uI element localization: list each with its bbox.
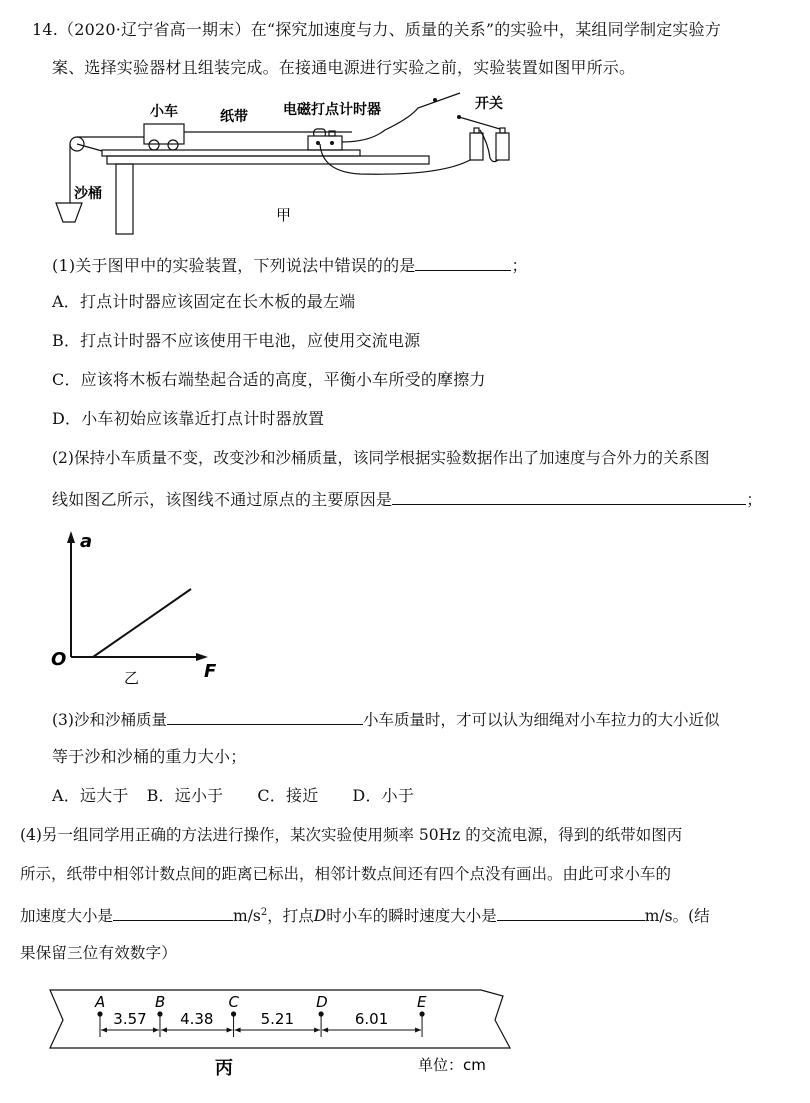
part4-accel-blank[interactable] bbox=[113, 904, 233, 921]
part1-option-b bbox=[52, 331, 420, 351]
part3-line-1 bbox=[52, 708, 719, 730]
part4-text-end: 。(结 bbox=[672, 907, 710, 925]
graph-line bbox=[93, 589, 191, 657]
distance-label: 4.38 bbox=[180, 1010, 214, 1028]
part3-answer-blank[interactable] bbox=[167, 708, 363, 725]
question-line-1 bbox=[32, 20, 721, 40]
part4-text: ，打点 bbox=[267, 907, 314, 925]
unit-label: 单位：cm bbox=[418, 1056, 486, 1074]
battery-2 bbox=[496, 133, 509, 160]
part3-option-a bbox=[52, 786, 129, 805]
arrow-head-left bbox=[101, 1028, 107, 1033]
part4-line-3 bbox=[20, 904, 710, 926]
part4-line-1: (4)另一组同学用正确的方法进行操作，某次实验使用频率 50Hz 的交流电源，得到的纸带如图丙 bbox=[20, 826, 683, 844]
cart-wheel bbox=[168, 140, 178, 150]
part3-option-c bbox=[257, 786, 318, 805]
part4-line-2: 所示，纸带中相邻计数点间的距离已标出，相邻计数点间还有四个点没有画出。由此可求小车的 bbox=[20, 865, 672, 883]
part1-prompt-line bbox=[52, 254, 528, 276]
board-bottom bbox=[107, 156, 429, 164]
cart-wheel bbox=[149, 140, 159, 150]
part2-end: ； bbox=[746, 490, 763, 509]
arrow-head-right bbox=[227, 1028, 233, 1033]
terminal-dot bbox=[316, 141, 320, 145]
figure-jia bbox=[40, 88, 540, 236]
y-axis-label: a bbox=[80, 531, 93, 552]
part2-line-2 bbox=[52, 488, 762, 510]
point-label-e: E bbox=[417, 993, 427, 1011]
point-label-b: B bbox=[154, 993, 166, 1011]
option-text: 小于 bbox=[381, 786, 415, 805]
cart bbox=[144, 124, 184, 144]
option-text: 小车初始应该靠近打点计时器放置 bbox=[81, 409, 325, 428]
option-text: 远大于 bbox=[79, 786, 129, 805]
figure-bing bbox=[40, 980, 520, 1095]
timer-box bbox=[308, 136, 342, 150]
distance-label: 5.21 bbox=[260, 1010, 295, 1028]
origin-label: O bbox=[51, 649, 67, 670]
option-letter: A． bbox=[52, 292, 80, 311]
figure-caption-yi: 乙 bbox=[124, 669, 140, 687]
distance-label: 6.01 bbox=[354, 1010, 389, 1028]
option-text: 应该将木板右端垫起合适的高度，平衡小车所受的摩擦力 bbox=[80, 370, 486, 389]
switch-lever bbox=[459, 117, 500, 129]
label-tape: 纸带 bbox=[220, 109, 248, 125]
option-letter: B． bbox=[52, 331, 81, 350]
arrow-head-right bbox=[153, 1028, 159, 1033]
part1-end: ； bbox=[511, 256, 528, 275]
battery-terminal bbox=[474, 128, 479, 133]
label-cart: 小车 bbox=[150, 104, 178, 120]
distance-label: 3.57 bbox=[113, 1010, 147, 1028]
part4-velocity-blank[interactable] bbox=[497, 904, 645, 921]
question-intro-1: 在“探究加速度与力、质量的关系”的实验中，某组同学制定实验方 bbox=[250, 20, 722, 39]
option-letter: C． bbox=[52, 370, 81, 389]
x-axis-arrow bbox=[196, 653, 208, 661]
option-letter: A． bbox=[52, 786, 80, 805]
point-label-a: A bbox=[95, 993, 106, 1011]
label-switch: 开关 bbox=[475, 96, 503, 112]
arrow-head-left bbox=[161, 1028, 167, 1033]
part2-answer-blank[interactable] bbox=[392, 488, 746, 505]
question-intro-2: 案、选择实验器材且组装完成。在接通电源进行实验之前，实验装置如图甲所示。 bbox=[52, 58, 636, 77]
unit-velocity: m/s bbox=[644, 907, 673, 925]
a-f-graph bbox=[48, 525, 238, 690]
part3-option-b bbox=[147, 786, 224, 805]
part1-option-c bbox=[52, 370, 486, 390]
point-label-c: C bbox=[228, 993, 240, 1011]
arrow-head-right bbox=[314, 1028, 320, 1033]
battery-terminal bbox=[500, 128, 505, 133]
arrow-head-right bbox=[415, 1028, 421, 1033]
option-text: 打点计时器不应该使用干电池，应使用交流电源 bbox=[80, 331, 421, 350]
option-letter: D． bbox=[52, 409, 82, 428]
part4-velocity-prompt: 时小车的瞬时速度大小是 bbox=[326, 907, 497, 925]
figure-caption-bing: 丙 bbox=[215, 1058, 233, 1079]
part1-prompt: (1)关于图甲中的实验装置，下列说法中错误的的是 bbox=[52, 256, 416, 275]
figure-caption-jia: 甲 bbox=[276, 206, 292, 224]
point-label-d: D bbox=[316, 993, 328, 1011]
part2-prompt: 线如图乙所示，该图线不通过原点的主要原因是 bbox=[52, 490, 393, 509]
label-timer: 电磁打点计时器 bbox=[283, 102, 381, 118]
terminal-dot bbox=[330, 141, 334, 145]
apparatus-diagram bbox=[40, 88, 540, 236]
part3-prompt-start: (3)沙和沙桶质量 bbox=[52, 711, 167, 729]
part1-option-a bbox=[52, 292, 355, 312]
question-number: 14. bbox=[32, 20, 59, 39]
part1-option-d bbox=[52, 409, 324, 429]
battery-1 bbox=[470, 133, 483, 160]
part3-options bbox=[52, 786, 414, 806]
part2-line-1: (2)保持小车质量不变，改变沙和沙桶质量，该同学根据实验数据作出了加速度与合外力的关系图 bbox=[52, 449, 710, 467]
point-d-label: D bbox=[313, 907, 327, 925]
arrow-head-left bbox=[322, 1028, 328, 1033]
option-letter: D． bbox=[352, 786, 382, 805]
question-source: （2020·辽宁省高一期末） bbox=[58, 20, 251, 39]
part3-line-2: 等于沙和沙桶的重力大小； bbox=[52, 747, 247, 766]
switch-dot bbox=[433, 98, 437, 102]
option-letter: C． bbox=[257, 786, 287, 805]
option-letter: B． bbox=[146, 786, 175, 805]
x-axis-label: F bbox=[204, 661, 217, 682]
part4-line-4: 果保留三位有效数字） bbox=[20, 944, 178, 962]
sand-bucket bbox=[56, 203, 82, 222]
table-leg bbox=[116, 164, 133, 234]
option-text: 接近 bbox=[286, 786, 319, 805]
unit-accel-exponent: 2 bbox=[260, 907, 268, 918]
part1-answer-blank[interactable] bbox=[415, 254, 511, 271]
paper-tape-diagram bbox=[40, 980, 520, 1095]
figure-yi bbox=[48, 525, 238, 690]
part4-accel-prompt: 加速度大小是 bbox=[20, 907, 114, 925]
y-axis-arrow bbox=[67, 531, 75, 543]
arrow-head-left bbox=[235, 1028, 241, 1033]
switch-dot bbox=[457, 115, 461, 119]
part3-prompt-end: 小车质量时，才可以认为细绳对小车拉力的大小近似 bbox=[362, 711, 720, 729]
option-text: 远小于 bbox=[174, 786, 224, 805]
part3-option-d bbox=[352, 786, 414, 805]
option-text: 打点计时器应该固定在长木板的最左端 bbox=[79, 292, 356, 311]
label-bucket: 沙桶 bbox=[74, 186, 102, 202]
unit-accel: m/s bbox=[233, 907, 261, 925]
